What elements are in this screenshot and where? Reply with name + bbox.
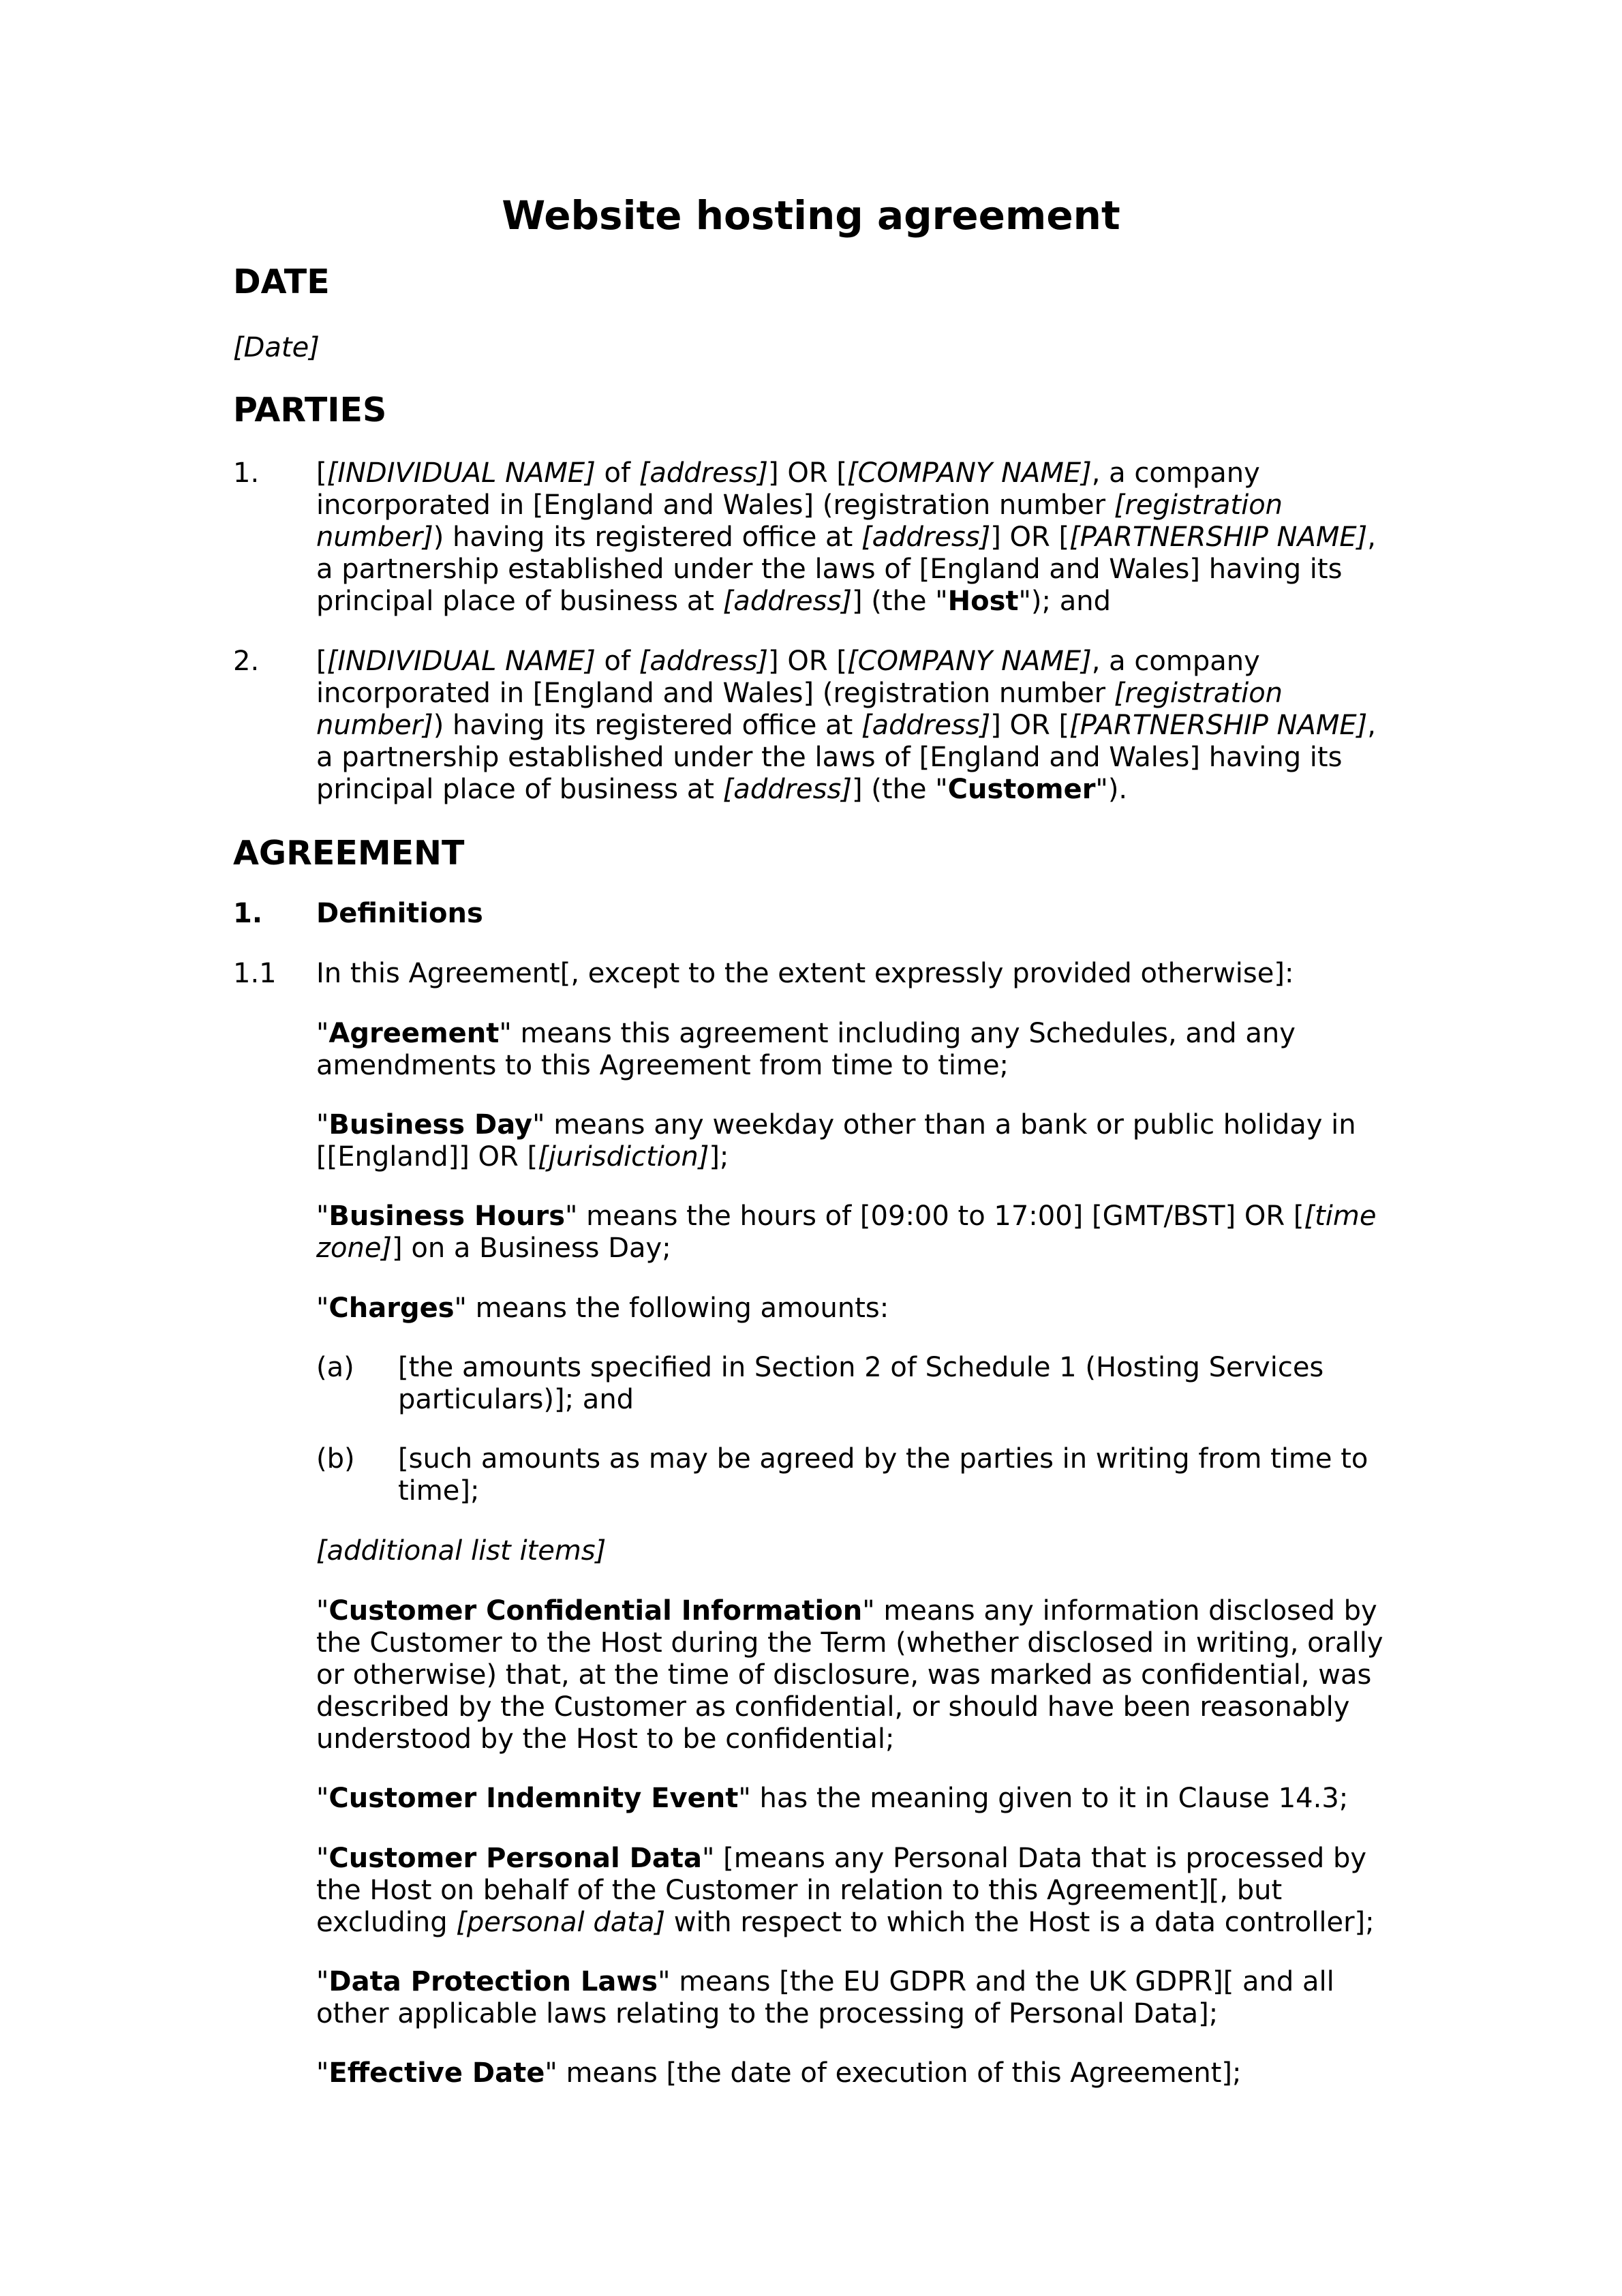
document-title: Website hosting agreement <box>502 192 1120 239</box>
defined-term: Customer Confidential Information <box>328 1595 863 1627</box>
definition-line: other applicable laws relating to the processing of Personal Data]; <box>316 1998 1219 2029</box>
definition-line: "Customer Personal Data" [means any Personal Data that is processed by <box>316 1843 1367 1874</box>
clause-1-1-text: In this Agreement[, except to the extent expressly provided otherwise]: <box>316 958 1294 989</box>
party-line: principal place of business at [address]] (the "Customer"). <box>316 774 1128 805</box>
definition-line: described by the Customer as confidential, or should have been reasonably <box>316 1691 1350 1723</box>
customer-defined-term: Customer <box>947 774 1096 805</box>
defined-term: Data Protection Laws <box>328 1966 658 1997</box>
list-item-label: (a) <box>316 1352 354 1383</box>
defined-term: Customer Indemnity Event <box>328 1783 739 1814</box>
agreement-heading: AGREEMENT <box>233 834 465 873</box>
party-line: [[INDIVIDUAL NAME] of [address]] OR [[COMPANY NAME], a company <box>316 646 1260 677</box>
definition-line: the Customer to the Host during the Term (whether disclosed in writing, orally <box>316 1627 1383 1659</box>
definition-line: "Customer Confidential Information" means any information disclosed by <box>316 1595 1377 1627</box>
definition-line: "Business Day" means any weekday other than a bank or public holiday in <box>316 1109 1356 1141</box>
party-line: principal place of business at [address]] (the "Host"); and <box>316 586 1111 617</box>
definition-line: the Host on behalf of the Customer in relation to this Agreement][, but <box>316 1875 1283 1906</box>
party-line: a partnership established under the laws of [England and Wales] having its <box>316 554 1343 585</box>
clause-1-title: Definitions <box>316 898 483 929</box>
list-item-line: [the amounts specified in Section 2 of Schedule 1 (Hosting Services <box>398 1352 1324 1383</box>
definition-line: "Customer Indemnity Event" has the meaning given to it in Clause 14.3; <box>316 1783 1349 1814</box>
definition-line: "Data Protection Laws" means [the EU GDPR and the UK GDPR][ and all <box>316 1966 1334 1997</box>
defined-term: Business Day <box>328 1109 533 1141</box>
definition-line: [[England]] OR [[jurisdiction]]; <box>316 1141 729 1173</box>
definition-line: "Agreement" means this agreement including any Schedules, and any <box>316 1018 1296 1049</box>
list-item-label: (b) <box>316 1443 355 1475</box>
host-defined-term: Host <box>947 586 1019 617</box>
party-number: 1. <box>233 457 260 489</box>
clause-1-number: 1. <box>233 898 263 929</box>
list-item-line: time]; <box>398 1475 480 1507</box>
definition-line: "Charges" means the following amounts: <box>316 1293 889 1324</box>
defined-term: Charges <box>328 1293 455 1324</box>
defined-term: Customer Personal Data <box>328 1843 702 1874</box>
defined-term: Agreement <box>328 1018 500 1049</box>
defined-term: Business Hours <box>328 1200 566 1232</box>
date-heading: DATE <box>233 262 330 301</box>
additional-list-items: [additional list items] <box>316 1535 607 1567</box>
list-item-line: [such amounts as may be agreed by the parties in writing from time to <box>398 1443 1368 1475</box>
definition-line: understood by the Host to be confidential; <box>316 1723 895 1755</box>
parties-heading: PARTIES <box>233 391 387 429</box>
party-line: a partnership established under the laws of [England and Wales] having its <box>316 742 1343 773</box>
party-line: incorporated in [England and Wales] (registration number [registration <box>316 489 1283 521</box>
party-line: number]) having its registered office at [address]] OR [[PARTNERSHIP NAME], <box>316 710 1376 741</box>
date-value: [Date] <box>233 332 320 363</box>
definition-line: zone]] on a Business Day; <box>316 1233 671 1264</box>
clause-1-1-number: 1.1 <box>233 958 277 989</box>
party-line: incorporated in [England and Wales] (registration number [registration <box>316 678 1283 709</box>
definition-line: amendments to this Agreement from time to time; <box>316 1050 1009 1081</box>
party-number: 2. <box>233 646 260 677</box>
party-line: [[INDIVIDUAL NAME] of [address]] OR [[COMPANY NAME], a company <box>316 457 1260 489</box>
party-line: number]) having its registered office at [address]] OR [[PARTNERSHIP NAME], <box>316 522 1376 553</box>
definition-line: "Business Hours" means the hours of [09:00 to 17:00] [GMT/BST] OR [[time <box>316 1200 1377 1232</box>
definition-line: "Effective Date" means [the date of execution of this Agreement]; <box>316 2057 1242 2089</box>
list-item-line: particulars)]; and <box>398 1384 634 1415</box>
defined-term: Effective Date <box>328 2057 545 2089</box>
definition-line: excluding [personal data] with respect to which the Host is a data controller]; <box>316 1907 1375 1938</box>
definition-line: or otherwise) that, at the time of disclosure, was marked as confidential, was <box>316 1659 1372 1691</box>
